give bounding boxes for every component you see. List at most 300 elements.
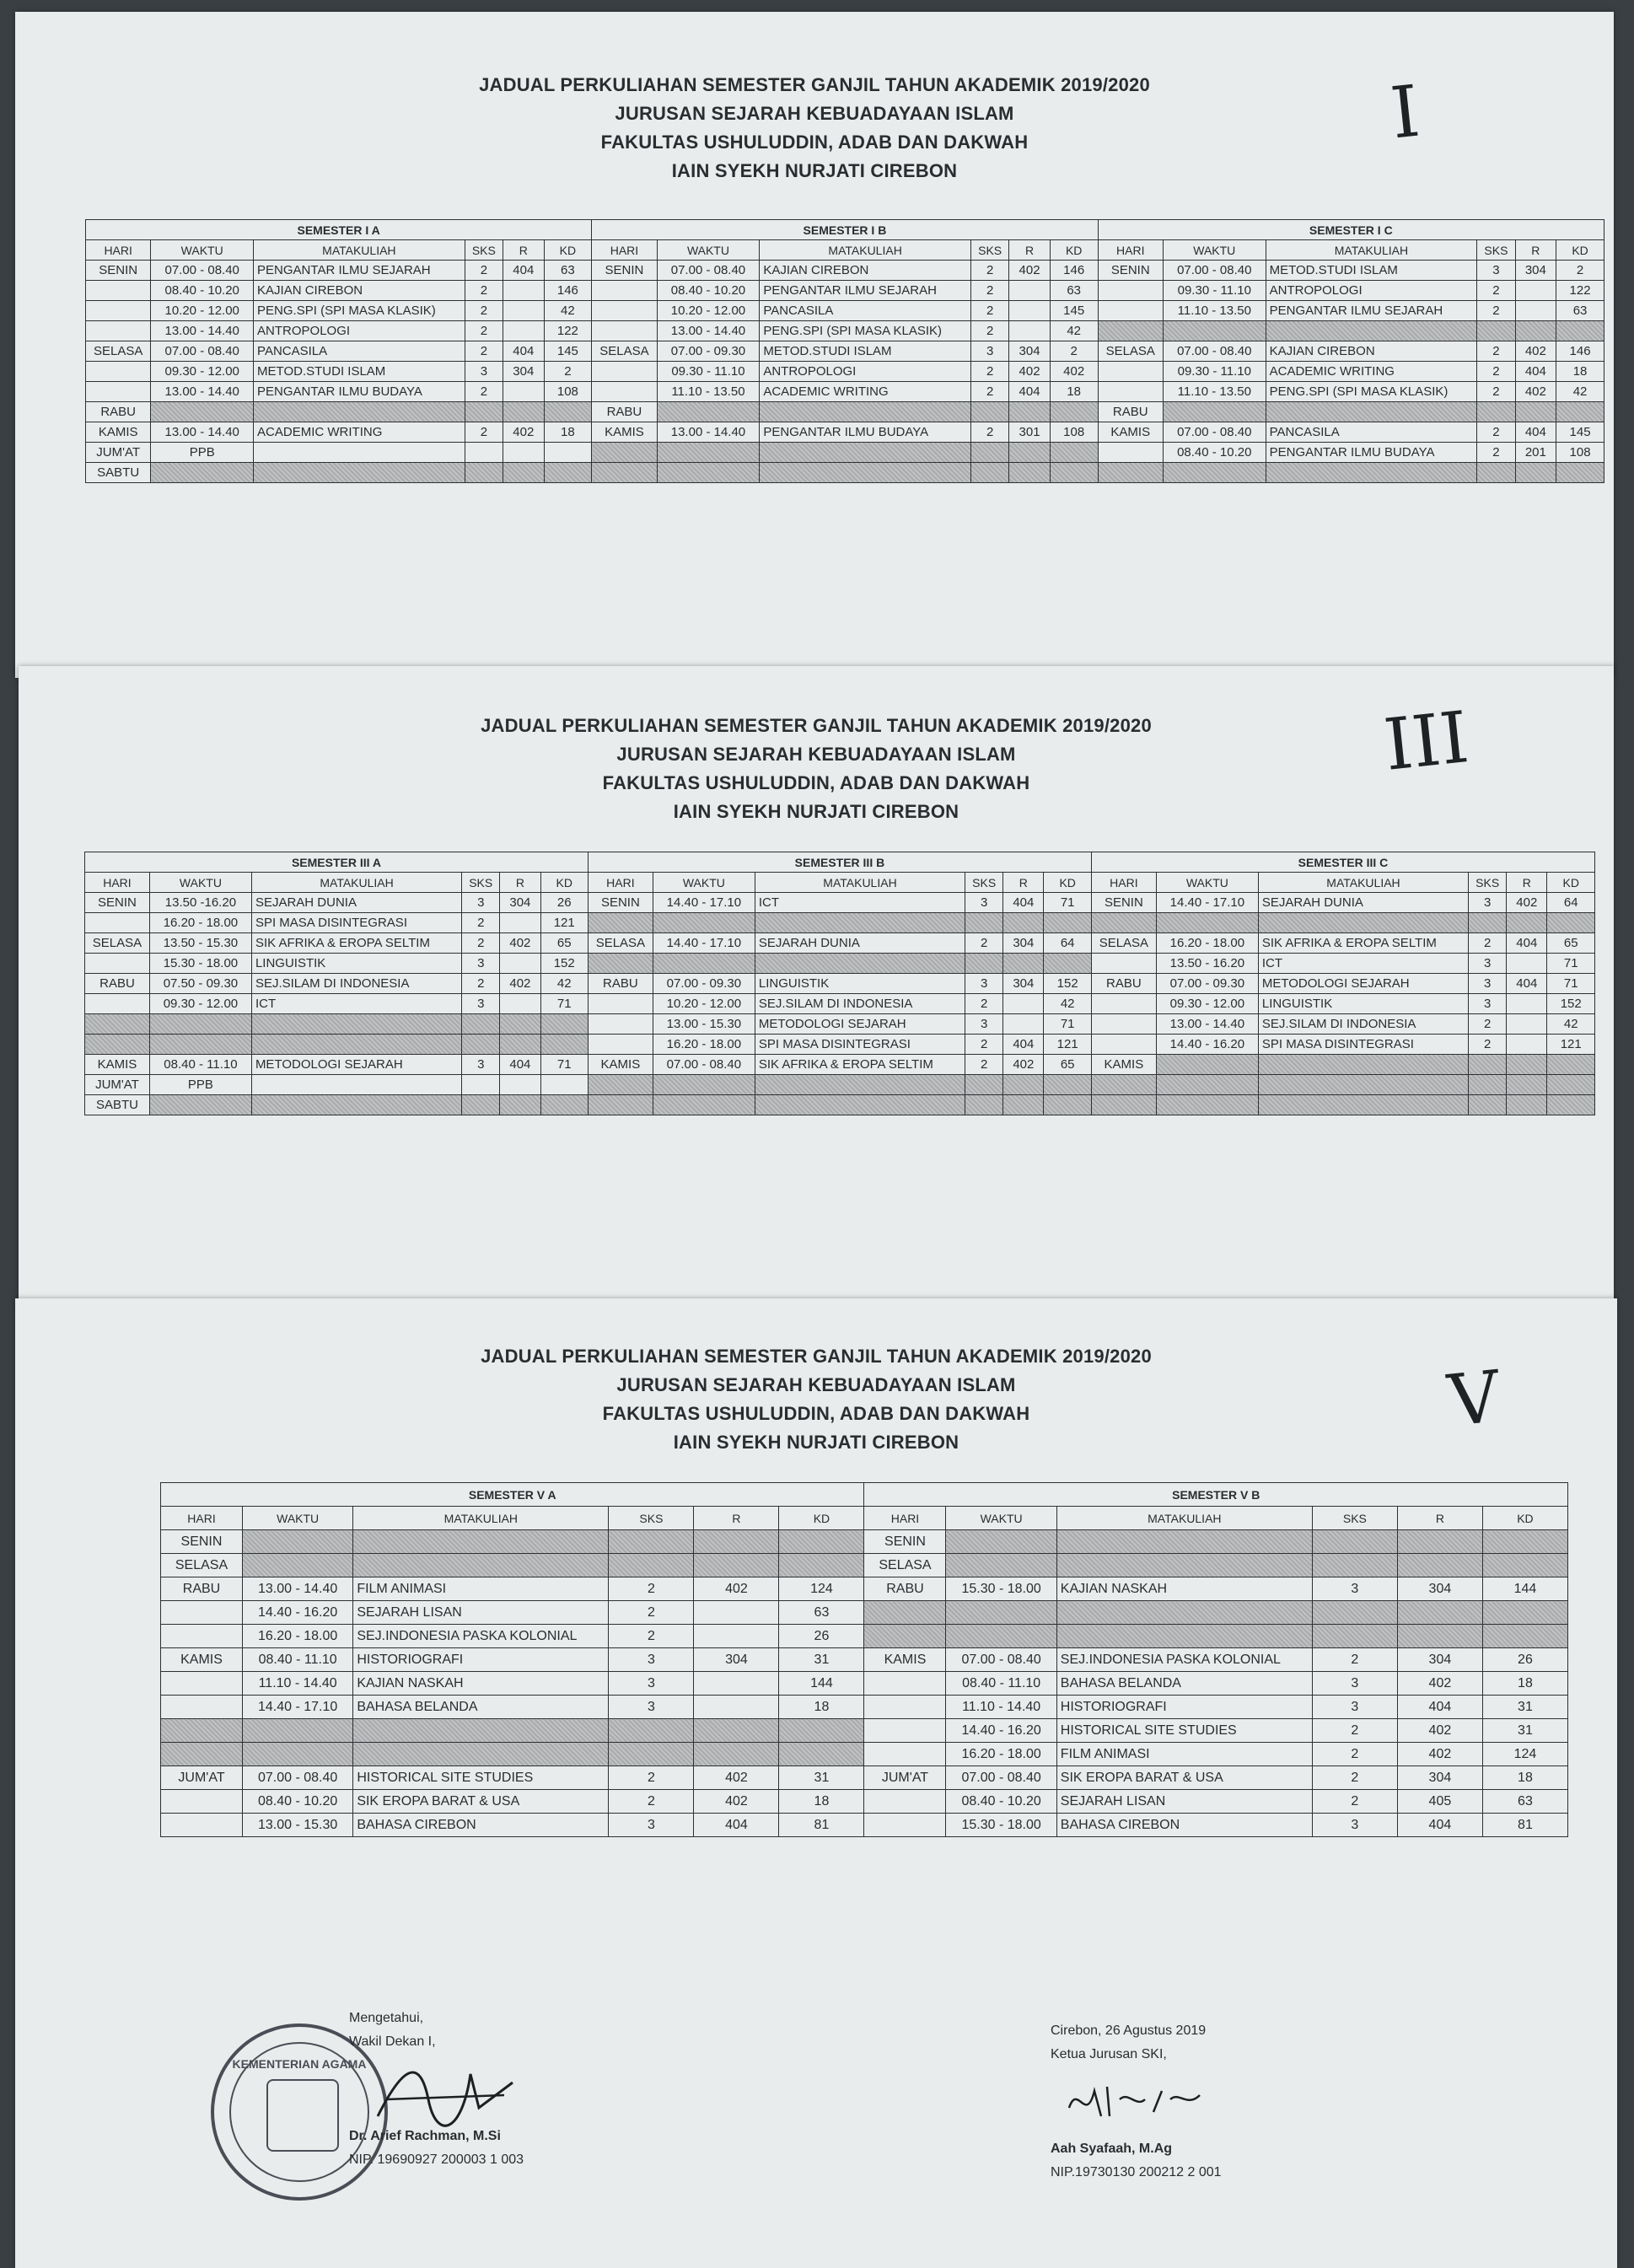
cell-waktu: 08.40 - 10.20: [151, 281, 254, 301]
cell-sks: 2: [970, 261, 1008, 281]
cell-sks: 2: [609, 1625, 694, 1648]
cell-r: 402: [1009, 362, 1050, 382]
handwritten-signature-left: [369, 2049, 521, 2142]
cell-hari: [86, 301, 151, 321]
header-line-4: IAIN SYEKH NURJATI CIREBON: [673, 1432, 959, 1453]
cell-sks: 3: [970, 341, 1008, 362]
cell-matakuliah: PENG.SPI (SPI MASA KLASIK): [1266, 382, 1477, 402]
cell-sks: [609, 1530, 694, 1554]
cell-waktu: 07.00 - 08.40: [151, 261, 254, 281]
cell-waktu: [242, 1743, 352, 1766]
cell-hari: [85, 994, 150, 1014]
cell-r: [694, 1554, 779, 1577]
cell-kd: 26: [540, 893, 588, 913]
cell-r: 304: [1515, 261, 1556, 281]
cell-sks: 2: [970, 301, 1008, 321]
cell-waktu: 09.30 - 11.10: [1163, 281, 1266, 301]
cell-r: 404: [1003, 893, 1044, 913]
cell-waktu: 10.20 - 12.00: [151, 301, 254, 321]
cell-waktu: [1163, 321, 1266, 341]
cell-sks: 2: [465, 281, 503, 301]
cell-sks: [609, 1719, 694, 1743]
cell-waktu: 07.00 - 08.40: [151, 341, 254, 362]
cell-sks: [1469, 1075, 1507, 1095]
cell-waktu: 14.40 - 16.20: [242, 1601, 352, 1625]
col-header-r: R: [1397, 1507, 1482, 1530]
cell-waktu: 08.40 - 11.10: [149, 1055, 251, 1075]
cell-r: [500, 1035, 540, 1055]
cell-r: 304: [500, 893, 540, 913]
cell-sks: 2: [465, 261, 503, 281]
cell-kd: 81: [779, 1814, 864, 1837]
table-row: [161, 1719, 1568, 1743]
col-header-waktu: WAKTU: [653, 873, 755, 893]
cell-sks: [965, 1075, 1003, 1095]
schedule-body: [85, 893, 1595, 1115]
column-header-row: [161, 1507, 1568, 1530]
cell-matakuliah: PENGANTAR ILMU SEJARAH: [760, 281, 971, 301]
cell-matakuliah: [251, 1075, 461, 1095]
cell-r: 402: [1507, 893, 1547, 913]
cell-sks: 3: [462, 994, 500, 1014]
cell-hari: [592, 463, 657, 483]
cell-kd: 402: [1050, 362, 1098, 382]
cell-hari: [864, 1719, 946, 1743]
cell-r: [694, 1601, 779, 1625]
sheet-header: [15, 71, 1614, 185]
cell-waktu: 13.00 - 14.40: [1156, 1014, 1258, 1035]
column-header-row: [85, 873, 1595, 893]
cell-waktu: 07.00 - 08.40: [1163, 341, 1266, 362]
cell-r: [694, 1672, 779, 1696]
cell-matakuliah: KAJIAN NASKAH: [1056, 1577, 1312, 1601]
cell-kd: 152: [540, 954, 588, 974]
header-line-3: FAKULTAS USHULUDDIN, ADAB DAN DAKWAH: [602, 772, 1030, 793]
col-header-matakuliah: MATAKULIAH: [1258, 873, 1468, 893]
cell-hari: [592, 301, 657, 321]
cell-matakuliah: [1266, 463, 1477, 483]
cell-hari: SABTU: [86, 463, 151, 483]
cell-matakuliah: HISTORIOGRAFI: [1056, 1696, 1312, 1719]
cell-waktu: 16.20 - 18.00: [1156, 933, 1258, 954]
cell-matakuliah: HISTORIOGRAFI: [353, 1648, 609, 1672]
cell-sks: [465, 402, 503, 422]
table-row: [161, 1530, 1568, 1554]
cell-hari: SELASA: [592, 341, 657, 362]
cell-hari: JUM'AT: [161, 1766, 243, 1790]
cell-matakuliah: [254, 443, 465, 463]
cell-matakuliah: PANCASILA: [254, 341, 465, 362]
cell-kd: [1556, 402, 1604, 422]
cell-hari: [161, 1743, 243, 1766]
cell-r: [694, 1530, 779, 1554]
cell-sks: 2: [462, 974, 500, 994]
cell-r: 404: [1507, 933, 1547, 954]
cell-matakuliah: [760, 402, 971, 422]
col-header-hari: HARI: [85, 873, 150, 893]
header-line-2: JURUSAN SEJARAH KEBUADAYAAN ISLAM: [615, 103, 1014, 124]
cell-matakuliah: SEJARAH DUNIA: [1258, 893, 1468, 913]
sheet-header: [19, 712, 1614, 826]
cell-sks: 2: [970, 382, 1008, 402]
cell-kd: 152: [1044, 974, 1091, 994]
cell-matakuliah: [1258, 1055, 1468, 1075]
cell-r: [1009, 463, 1050, 483]
table-row: [85, 893, 1595, 913]
cell-waktu: [1156, 1055, 1258, 1075]
schedule-sheet-semester-1: [15, 12, 1614, 678]
cell-sks: 2: [965, 1035, 1003, 1055]
cell-kd: [1044, 1075, 1091, 1095]
cell-waktu: [242, 1554, 352, 1577]
cell-hari: [86, 321, 151, 341]
cell-matakuliah: ACADEMIC WRITING: [1266, 362, 1477, 382]
cell-hari: RABU: [592, 402, 657, 422]
col-header-hari: HARI: [864, 1507, 946, 1530]
cell-sks: 2: [965, 1055, 1003, 1075]
cell-kd: 65: [1547, 933, 1595, 954]
cell-r: 304: [1397, 1766, 1482, 1790]
cell-kd: 122: [544, 321, 592, 341]
table-row: [85, 954, 1595, 974]
cell-kd: 42: [1050, 321, 1098, 341]
cell-kd: 63: [1556, 301, 1604, 321]
cell-matakuliah: FILM ANIMASI: [353, 1577, 609, 1601]
cell-sks: 2: [970, 422, 1008, 443]
cell-hari: KAMIS: [86, 422, 151, 443]
cell-sks: 2: [970, 281, 1008, 301]
cell-kd: 18: [779, 1790, 864, 1814]
cell-waktu: 15.30 - 18.00: [946, 1814, 1056, 1837]
cell-r: [1515, 402, 1556, 422]
cell-kd: 108: [1050, 422, 1098, 443]
cell-r: [1003, 913, 1044, 933]
cell-kd: 121: [1547, 1035, 1595, 1055]
table-row: [161, 1554, 1568, 1577]
cell-r: 402: [500, 933, 540, 954]
cell-waktu: 13.50 -16.20: [149, 893, 251, 913]
cell-r: 402: [694, 1790, 779, 1814]
cell-matakuliah: PENG.SPI (SPI MASA KLASIK): [760, 321, 971, 341]
col-header-kd: KD: [540, 873, 588, 893]
cell-kd: 31: [779, 1766, 864, 1790]
cell-matakuliah: LINGUISTIK: [1258, 994, 1468, 1014]
cell-r: 402: [694, 1766, 779, 1790]
table-row: [86, 362, 1604, 382]
cell-waktu: [946, 1601, 1056, 1625]
cell-waktu: [242, 1530, 352, 1554]
cell-kd: [779, 1719, 864, 1743]
cell-waktu: PPB: [149, 1075, 251, 1095]
cell-matakuliah: BAHASA BELANDA: [353, 1696, 609, 1719]
table-row: [86, 463, 1604, 483]
table-row: [86, 443, 1604, 463]
cell-waktu: 07.00 - 09.30: [657, 341, 760, 362]
cell-sks: 2: [462, 913, 500, 933]
cell-sks: [970, 463, 1008, 483]
col-header-hari: HARI: [592, 240, 657, 261]
cell-sks: 3: [609, 1672, 694, 1696]
cell-matakuliah: SEJ.INDONESIA PASKA KOLONIAL: [353, 1625, 609, 1648]
cell-kd: 18: [544, 422, 592, 443]
table-row: [85, 1055, 1595, 1075]
cell-sks: [1469, 1055, 1507, 1075]
cell-hari: SELASA: [85, 933, 150, 954]
cell-waktu: 16.20 - 18.00: [242, 1625, 352, 1648]
col-header-matakuliah: MATAKULIAH: [1056, 1507, 1312, 1530]
cell-r: 304: [1003, 974, 1044, 994]
cell-r: [1397, 1601, 1482, 1625]
cell-r: [1009, 301, 1050, 321]
cell-hari: SABTU: [85, 1095, 150, 1115]
cell-kd: 146: [544, 281, 592, 301]
cell-waktu: 07.00 - 08.40: [946, 1766, 1056, 1790]
cell-waktu: 11.10 - 13.50: [657, 382, 760, 402]
cell-matakuliah: FILM ANIMASI: [1056, 1743, 1312, 1766]
cell-matakuliah: ANTROPOLOGI: [254, 321, 465, 341]
column-header-row: [86, 240, 1604, 261]
cell-sks: 2: [465, 422, 503, 443]
col-header-hari: HARI: [1098, 240, 1163, 261]
cell-r: 304: [1003, 933, 1044, 954]
cell-r: [1507, 994, 1547, 1014]
cell-waktu: 10.20 - 12.00: [653, 994, 755, 1014]
table-row: [86, 422, 1604, 443]
cell-kd: [540, 1035, 588, 1055]
table-row: [161, 1625, 1568, 1648]
cell-waktu: 13.00 - 14.40: [151, 422, 254, 443]
cell-hari: SENIN: [85, 893, 150, 913]
col-header-kd: KD: [1044, 873, 1091, 893]
cell-kd: 144: [779, 1672, 864, 1696]
cell-sks: [465, 443, 503, 463]
cell-matakuliah: SIK AFRIKA & EROPA SELTIM: [1258, 933, 1468, 954]
cell-sks: 2: [465, 321, 503, 341]
cell-hari: KAMIS: [588, 1055, 653, 1075]
col-header-sks: SKS: [1477, 240, 1515, 261]
cell-sks: [1469, 1095, 1507, 1115]
cell-sks: [1312, 1625, 1397, 1648]
sheet-header: [15, 1342, 1617, 1457]
cell-waktu: [149, 1095, 251, 1115]
cell-r: [1003, 1095, 1044, 1115]
cell-hari: KAMIS: [864, 1648, 946, 1672]
cell-waktu: [151, 402, 254, 422]
cell-r: [1507, 1075, 1547, 1095]
cell-hari: SENIN: [1098, 261, 1163, 281]
cell-sks: 2: [465, 382, 503, 402]
cell-sks: 3: [1469, 994, 1507, 1014]
cell-hari: SELASA: [1098, 341, 1163, 362]
cell-sks: 3: [965, 893, 1003, 913]
cell-kd: 152: [1547, 994, 1595, 1014]
cell-waktu: 07.00 - 08.40: [657, 261, 760, 281]
col-header-waktu: WAKTU: [946, 1507, 1056, 1530]
table-row: [85, 1075, 1595, 1095]
cell-waktu: 09.30 - 12.00: [1156, 994, 1258, 1014]
cell-sks: 2: [1477, 301, 1515, 321]
cell-hari: [161, 1672, 243, 1696]
cell-r: 404: [1009, 382, 1050, 402]
col-header-sks: SKS: [1312, 1507, 1397, 1530]
cell-waktu: 16.20 - 18.00: [149, 913, 251, 933]
cell-matakuliah: SIK AFRIKA & EROPA SELTIM: [755, 1055, 965, 1075]
cell-matakuliah: [1056, 1554, 1312, 1577]
table-row: [161, 1672, 1568, 1696]
cell-matakuliah: SPI MASA DISINTEGRASI: [251, 913, 461, 933]
cell-sks: 2: [1477, 382, 1515, 402]
cell-hari: [588, 1075, 653, 1095]
cell-kd: [1547, 1075, 1595, 1095]
cell-kd: 144: [1482, 1577, 1567, 1601]
cell-hari: [161, 1601, 243, 1625]
semester-label: SEMESTER III B: [588, 852, 1091, 873]
cell-waktu: [1163, 463, 1266, 483]
cell-matakuliah: SEJARAH LISAN: [1056, 1790, 1312, 1814]
cell-matakuliah: [755, 1075, 965, 1095]
cell-matakuliah: SIK AFRIKA & EROPA SELTIM: [251, 933, 461, 954]
cell-hari: [85, 1014, 150, 1035]
cell-matakuliah: [760, 443, 971, 463]
cell-kd: [544, 443, 592, 463]
col-header-matakuliah: MATAKULIAH: [251, 873, 461, 893]
cell-hari: SENIN: [1091, 893, 1156, 913]
cell-r: [1507, 1095, 1547, 1115]
cell-sks: [462, 1075, 500, 1095]
schedule-table: [84, 852, 1595, 1115]
cell-waktu: 10.20 - 12.00: [657, 301, 760, 321]
col-header-kd: KD: [544, 240, 592, 261]
cell-sks: [1477, 321, 1515, 341]
cell-matakuliah: SPI MASA DISINTEGRASI: [1258, 1035, 1468, 1055]
cell-kd: [1547, 1055, 1595, 1075]
cell-sks: 3: [1312, 1696, 1397, 1719]
cell-hari: [592, 321, 657, 341]
cell-kd: 26: [1482, 1648, 1567, 1672]
cell-r: [1507, 954, 1547, 974]
cell-hari: [1091, 1095, 1156, 1115]
cell-waktu: 14.40 - 16.20: [1156, 1035, 1258, 1055]
cell-hari: RABU: [1098, 402, 1163, 422]
cell-sks: 3: [609, 1814, 694, 1837]
cell-r: [1507, 1035, 1547, 1055]
cell-hari: [864, 1625, 946, 1648]
cell-r: 402: [1397, 1719, 1482, 1743]
cell-matakuliah: METOD.STUDI ISLAM: [1266, 261, 1477, 281]
cell-kd: 42: [544, 301, 592, 321]
cell-waktu: [653, 913, 755, 933]
cell-matakuliah: [1258, 913, 1468, 933]
cell-kd: [1482, 1601, 1567, 1625]
semester-header-row: [86, 220, 1604, 240]
cell-waktu: 09.30 - 12.00: [151, 362, 254, 382]
cell-sks: 2: [609, 1577, 694, 1601]
cell-hari: [588, 954, 653, 974]
cell-kd: [544, 463, 592, 483]
cell-sks: 3: [465, 362, 503, 382]
cell-waktu: [946, 1554, 1056, 1577]
cell-r: [500, 1014, 540, 1035]
semester-label: SEMESTER I B: [592, 220, 1098, 240]
cell-waktu: 11.10 - 13.50: [1163, 382, 1266, 402]
cell-matakuliah: PENG.SPI (SPI MASA KLASIK): [254, 301, 465, 321]
cell-r: [1003, 1075, 1044, 1095]
cell-hari: [1091, 994, 1156, 1014]
cell-sks: 2: [965, 933, 1003, 954]
cell-hari: [592, 362, 657, 382]
col-header-kd: KD: [1482, 1507, 1567, 1530]
table-row: [86, 321, 1604, 341]
cell-sks: [462, 1095, 500, 1115]
cell-kd: 108: [544, 382, 592, 402]
cell-waktu: 07.00 - 08.40: [1163, 261, 1266, 281]
cell-r: 402: [1009, 261, 1050, 281]
cell-r: [503, 281, 544, 301]
col-header-hari: HARI: [588, 873, 653, 893]
cell-kd: [779, 1743, 864, 1766]
cell-hari: [86, 362, 151, 382]
cell-sks: 3: [609, 1696, 694, 1719]
table-row: [86, 382, 1604, 402]
cell-matakuliah: ICT: [1258, 954, 1468, 974]
cell-sks: 2: [1477, 341, 1515, 362]
cell-sks: [1469, 913, 1507, 933]
sig-left-name: Dr. Arief Rachman, M.Si: [349, 2129, 501, 2143]
cell-waktu: 07.50 - 09.30: [149, 974, 251, 994]
sig-right-name: Aah Syafaah, M.Ag: [1051, 2142, 1173, 2156]
cell-r: [1003, 954, 1044, 974]
cell-matakuliah: PENGANTAR ILMU BUDAYA: [1266, 443, 1477, 463]
table-row: [161, 1743, 1568, 1766]
cell-sks: 2: [970, 321, 1008, 341]
schedule-sheet-semester-3: [19, 666, 1614, 1307]
cell-kd: 65: [540, 933, 588, 954]
cell-hari: [161, 1719, 243, 1743]
cell-waktu: 13.00 - 15.30: [242, 1814, 352, 1837]
cell-hari: JUM'AT: [86, 443, 151, 463]
cell-r: [1003, 994, 1044, 1014]
col-header-hari: HARI: [86, 240, 151, 261]
cell-sks: 3: [462, 954, 500, 974]
semester-header-row: [161, 1483, 1568, 1507]
cell-r: 402: [1397, 1743, 1482, 1766]
cell-hari: [1091, 954, 1156, 974]
cell-sks: [965, 913, 1003, 933]
cell-hari: [864, 1790, 946, 1814]
cell-sks: 2: [1312, 1743, 1397, 1766]
cell-matakuliah: SEJARAH DUNIA: [251, 893, 461, 913]
cell-kd: 42: [1547, 1014, 1595, 1035]
cell-r: [1397, 1554, 1482, 1577]
cell-kd: [540, 1095, 588, 1115]
cell-r: 404: [503, 341, 544, 362]
header-line-1: JADUAL PERKULIAHAN SEMESTER GANJIL TAHUN AKADEMIK 2019/2020: [479, 74, 1150, 95]
col-header-kd: KD: [1556, 240, 1604, 261]
cell-r: [1507, 1055, 1547, 1075]
cell-matakuliah: KAJIAN CIREBON: [760, 261, 971, 281]
cell-matakuliah: KAJIAN NASKAH: [353, 1672, 609, 1696]
cell-kd: 63: [544, 261, 592, 281]
cell-hari: JUM'AT: [85, 1075, 150, 1095]
cell-waktu: [946, 1530, 1056, 1554]
col-header-matakuliah: MATAKULIAH: [1266, 240, 1477, 261]
cell-sks: 2: [1469, 933, 1507, 954]
cell-kd: [1556, 463, 1604, 483]
cell-hari: KAMIS: [1091, 1055, 1156, 1075]
cell-kd: 31: [1482, 1696, 1567, 1719]
cell-kd: 81: [1482, 1814, 1567, 1837]
cell-matakuliah: SEJ.INDONESIA PASKA KOLONIAL: [1056, 1648, 1312, 1672]
